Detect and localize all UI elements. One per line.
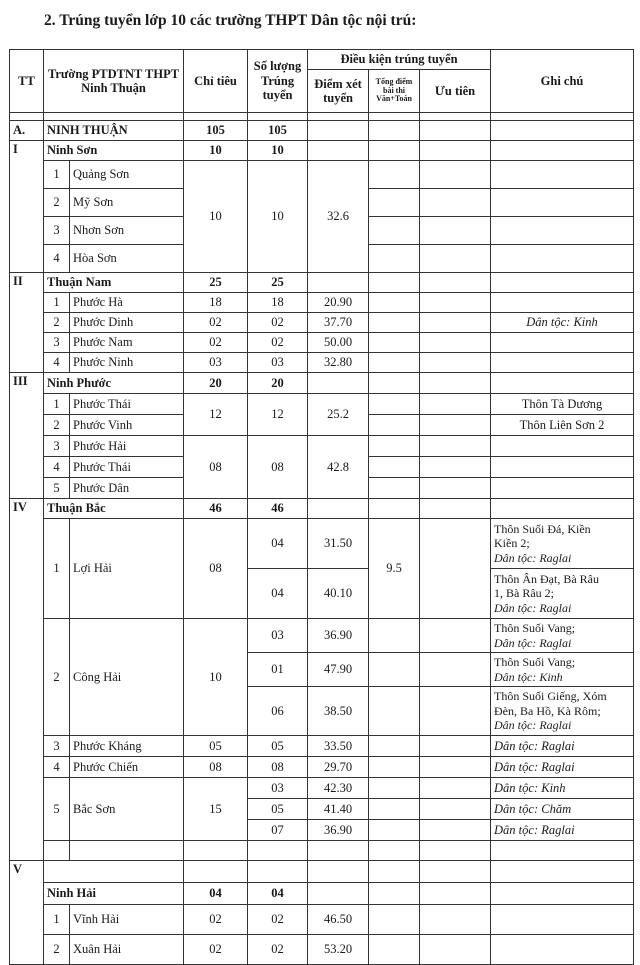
commune-total: 9.5 [369, 519, 420, 619]
row-number: 1 [44, 161, 70, 189]
group-admitted: 04 [248, 883, 308, 905]
row-number: 5 [44, 778, 70, 841]
commune-name: Phước Nam [70, 333, 184, 353]
note-line: Thôn Suối Vang; [494, 621, 576, 636]
commune-score: 32.6 [308, 161, 369, 273]
table-row [10, 757, 634, 778]
note-line: Thôn Ân Đạt, Bà Râu [494, 571, 599, 586]
note-line: Đèn, Ba Hồ, Kà Rôm; [494, 703, 601, 718]
commune-quota: 08 [184, 757, 248, 778]
commune-note [491, 569, 634, 619]
header-quota: Chỉ tiêu [184, 50, 248, 113]
spacer-row [10, 841, 634, 861]
note-line: Thôn Suối Đá, Kiền [494, 521, 591, 536]
section-tt: A. [10, 121, 44, 141]
commune-admitted: 04 [248, 569, 308, 619]
commune-admitted: 04 [248, 519, 308, 569]
commune-note: Dân tộc: Kinh [491, 778, 634, 799]
row-number: 1 [44, 905, 70, 935]
commune-note: Dân tộc: Raglai [491, 820, 634, 841]
commune-note: Dân tộc: Raglai [491, 736, 634, 757]
commune-admitted: 08 [248, 436, 308, 499]
commune-quota: 10 [184, 161, 248, 273]
group-admitted: 10 [248, 141, 308, 161]
commune-name: Nhơn Sơn [70, 217, 184, 245]
spacer-row [10, 113, 634, 121]
commune-admitted: 02 [248, 935, 308, 965]
table-row [10, 778, 634, 799]
commune-name: Phước Hà [70, 293, 184, 313]
commune-quota: 05 [184, 736, 248, 757]
commune-quota: 02 [184, 935, 248, 965]
commune-score: 42.8 [308, 436, 369, 499]
header-priority: Ưu tiên [420, 70, 491, 113]
commune-admitted: 03 [248, 778, 308, 799]
commune-name: Phước Dân [70, 478, 184, 499]
spacer-row [10, 861, 634, 883]
note-line: Dân tộc: Kinh [494, 669, 563, 684]
commune-admitted: 02 [248, 313, 308, 333]
commune-name: Công Hải [70, 619, 184, 736]
header-tt: TT [10, 50, 44, 113]
row-number: 5 [44, 478, 70, 499]
row-number: 1 [44, 394, 70, 415]
group-row [10, 883, 634, 905]
table-row [10, 619, 634, 653]
commune-name: Phước Thái [70, 394, 184, 415]
group-quota: 25 [184, 273, 248, 293]
note-line: Dân tộc: Raglai [494, 635, 572, 650]
table-row [10, 905, 634, 935]
table-row [10, 736, 634, 757]
commune-note: Thôn Tà Dương [491, 394, 634, 415]
group-name: Ninh Phước [44, 373, 184, 394]
commune-score: 20.90 [308, 293, 369, 313]
group-name: Thuận Nam [44, 273, 184, 293]
row-number: 1 [44, 519, 70, 619]
commune-quota: 03 [184, 353, 248, 373]
page-title: 2. Trúng tuyển lớp 10 các trường THPT Dân tộc nội trú: [44, 12, 417, 29]
table-row [10, 313, 634, 333]
commune-name: Phước Vinh [70, 415, 184, 436]
commune-score: 41.40 [308, 799, 369, 820]
header-conditions: Điều kiện trúng tuyển [308, 50, 491, 70]
commune-quota: 10 [184, 619, 248, 736]
commune-score: 31.50 [308, 519, 369, 569]
table-row [10, 293, 634, 313]
commune-admitted: 03 [248, 619, 308, 653]
commune-score: 29.70 [308, 757, 369, 778]
commune-quota: 02 [184, 313, 248, 333]
commune-admitted: 02 [248, 905, 308, 935]
commune-name: Xuân Hải [70, 935, 184, 965]
table-row [10, 161, 634, 189]
commune-note: Dân tộc: Kinh [491, 313, 634, 333]
note-line: Dân tộc: Raglai [494, 718, 572, 733]
header-school: Trường PTDTNT THPT Ninh Thuận [44, 50, 184, 113]
group-tt: IV [10, 499, 44, 861]
commune-admitted: 05 [248, 736, 308, 757]
commune-score: 53.20 [308, 935, 369, 965]
commune-name: Vĩnh Hải [70, 905, 184, 935]
group-tt: I [10, 141, 44, 273]
commune-note [491, 687, 634, 736]
note-line: Dân tộc: Raglai [494, 600, 572, 615]
header-total: Tổng điểm bài thi Văn+Toán [369, 70, 420, 113]
commune-score: 32.80 [308, 353, 369, 373]
commune-quota: 02 [184, 333, 248, 353]
commune-quota: 02 [184, 905, 248, 935]
commune-admitted: 03 [248, 353, 308, 373]
row-number: 3 [44, 217, 70, 245]
group-quota: 04 [184, 883, 248, 905]
commune-admitted: 08 [248, 757, 308, 778]
commune-name: Phước Kháng [70, 736, 184, 757]
table-row [10, 436, 634, 457]
commune-score: 25.2 [308, 394, 369, 436]
commune-quota: 12 [184, 394, 248, 436]
group-name: Ninh Hải [44, 883, 184, 905]
note-line: Thôn Suối Giếng, Xóm [494, 689, 607, 704]
row-number: 4 [44, 457, 70, 478]
row-number: 3 [44, 736, 70, 757]
commune-score: 36.90 [308, 619, 369, 653]
row-number: 4 [44, 757, 70, 778]
group-tt: II [10, 273, 44, 373]
row-number: 2 [44, 619, 70, 736]
header-score: Điểm xét tuyển [308, 70, 369, 113]
note-line: Kiền 2; [494, 536, 530, 551]
group-name: Thuận Bắc [44, 499, 184, 519]
header-notes: Ghi chú [491, 50, 634, 113]
table-row [10, 519, 634, 569]
commune-quota: 08 [184, 436, 248, 499]
row-number: 2 [44, 935, 70, 965]
group-row [10, 499, 634, 519]
commune-name: Phước Dinh [70, 313, 184, 333]
row-number: 2 [44, 415, 70, 436]
table-row [10, 353, 634, 373]
header-admitted: Số lượng Trúng tuyển [248, 50, 308, 113]
commune-note [491, 519, 634, 569]
group-name: Ninh Sơn [44, 141, 184, 161]
group-quota: 10 [184, 141, 248, 161]
group-tt: III [10, 373, 44, 499]
commune-name: Phước Chiến [70, 757, 184, 778]
group-admitted: 25 [248, 273, 308, 293]
commune-admitted: 02 [248, 333, 308, 353]
row-number: 3 [44, 333, 70, 353]
group-admitted: 20 [248, 373, 308, 394]
commune-score: 50.00 [308, 333, 369, 353]
table-row [10, 935, 634, 965]
commune-quota: 08 [184, 519, 248, 619]
commune-quota: 15 [184, 778, 248, 841]
row-number: 2 [44, 313, 70, 333]
note-line: 1, Bà Râu 2; [494, 586, 555, 601]
note-line: Thôn Suối Vang; [494, 655, 576, 670]
section-admitted: 105 [248, 121, 308, 141]
note-line: Dân tộc: Raglai [494, 550, 572, 565]
commune-score: 38.50 [308, 687, 369, 736]
commune-score: 36.90 [308, 820, 369, 841]
commune-name: Bắc Sơn [70, 778, 184, 841]
commune-score: 47.90 [308, 653, 369, 687]
commune-note [491, 619, 634, 653]
table-row [10, 394, 634, 415]
group-row [10, 373, 634, 394]
commune-name: Quảng Sơn [70, 161, 184, 189]
commune-score: 37.70 [308, 313, 369, 333]
commune-note [491, 653, 634, 687]
commune-score: 42.30 [308, 778, 369, 799]
commune-name: Lợi Hải [70, 519, 184, 619]
section-name: NINH THUẬN [44, 121, 184, 141]
row-number: 1 [44, 293, 70, 313]
commune-name: Mỹ Sơn [70, 189, 184, 217]
commune-name: Hòa Sơn [70, 245, 184, 273]
group-quota: 20 [184, 373, 248, 394]
group-row [10, 273, 634, 293]
commune-score: 33.50 [308, 736, 369, 757]
commune-admitted: 06 [248, 687, 308, 736]
group-admitted: 46 [248, 499, 308, 519]
table-row [10, 333, 634, 353]
commune-admitted: 10 [248, 161, 308, 273]
commune-admitted: 05 [248, 799, 308, 820]
section-row [10, 121, 634, 141]
commune-note: Dân tộc: Chăm [491, 799, 634, 820]
admission-table [9, 49, 634, 965]
group-quota: 46 [184, 499, 248, 519]
row-number: 4 [44, 353, 70, 373]
group-tt: V [10, 861, 44, 965]
section-quota: 105 [184, 121, 248, 141]
row-number: 2 [44, 189, 70, 217]
commune-score: 46.50 [308, 905, 369, 935]
group-row [10, 141, 634, 161]
row-number: 4 [44, 245, 70, 273]
commune-score: 40.10 [308, 569, 369, 619]
commune-note: Thôn Liên Sơn 2 [491, 415, 634, 436]
commune-note: Dân tộc: Raglai [491, 757, 634, 778]
commune-name: Phước Ninh [70, 353, 184, 373]
commune-admitted: 07 [248, 820, 308, 841]
commune-quota: 18 [184, 293, 248, 313]
commune-admitted: 18 [248, 293, 308, 313]
commune-name: Phước Hải [70, 436, 184, 457]
row-number: 3 [44, 436, 70, 457]
commune-name: Phước Thái [70, 457, 184, 478]
header-row [10, 50, 634, 70]
commune-admitted: 01 [248, 653, 308, 687]
commune-admitted: 12 [248, 394, 308, 436]
